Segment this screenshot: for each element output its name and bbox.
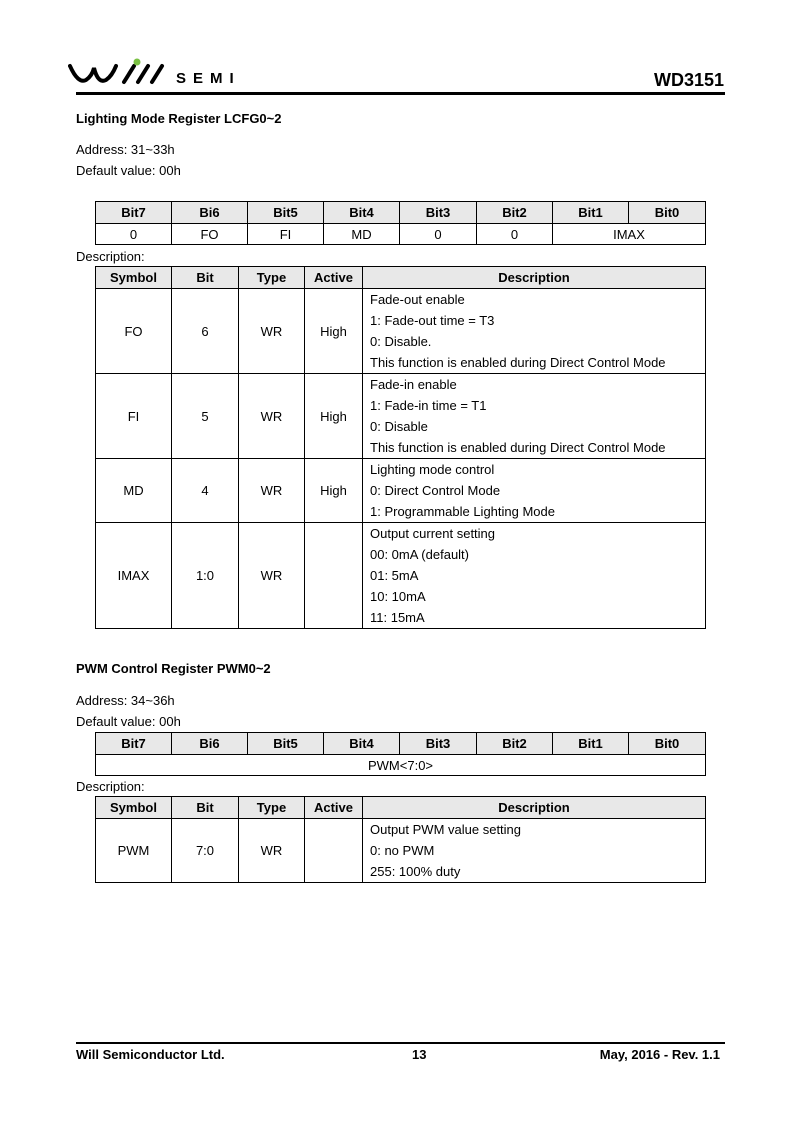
- description-line: 01: 5mA: [370, 568, 419, 583]
- bit-header: Bi6: [172, 733, 248, 755]
- bit-header: Bit1: [553, 202, 629, 224]
- symbol-cell: PWM: [96, 819, 172, 883]
- header-divider: [76, 92, 725, 95]
- type-cell: WR: [239, 459, 305, 523]
- page-header: [0, 0, 800, 100]
- description-line: Lighting mode control: [370, 462, 495, 477]
- description-table-pwm: [95, 796, 706, 883]
- col-header: Active: [305, 267, 363, 289]
- bit-value: 0: [400, 224, 477, 245]
- bit-cell: 6: [172, 289, 239, 374]
- description-line: 10: 10mA: [370, 589, 426, 604]
- bit-header: Bit5: [248, 733, 324, 755]
- address-lcfg: Address: 31~33h: [76, 142, 175, 157]
- description-line: 1: Fade-out time = T3: [370, 313, 495, 328]
- description-cell: [363, 459, 706, 523]
- bit-value: IMAX: [553, 224, 706, 245]
- bit-header: Bit7: [96, 202, 172, 224]
- symbol-cell: FO: [96, 289, 172, 374]
- bit-value: PWM<7:0>: [96, 755, 706, 776]
- description-cell: [363, 819, 706, 883]
- logo-text: SEMI: [176, 70, 241, 87]
- page-number: 13: [412, 1047, 427, 1062]
- description-line: 11: 15mA: [370, 610, 425, 625]
- bit-value: 0: [477, 224, 553, 245]
- table-row: [96, 523, 706, 629]
- col-header: Bit: [172, 797, 239, 819]
- description-line: Fade-in enable: [370, 377, 457, 392]
- part-number: WD3151: [653, 70, 724, 90]
- active-cell: [305, 523, 363, 629]
- description-line: 0: Disable.: [370, 334, 432, 349]
- description-line: This function is enabled during Direct Control Mode: [370, 355, 666, 370]
- symbol-cell: IMAX: [96, 523, 172, 629]
- description-cell: [363, 374, 706, 459]
- col-header: Active: [305, 797, 363, 819]
- description-line: Output PWM value setting: [370, 822, 522, 837]
- bit-header: Bit0: [629, 202, 706, 224]
- type-cell: WR: [239, 819, 305, 883]
- table-row: [96, 374, 706, 459]
- description-line: This function is enabled during Direct Control Mode: [370, 440, 666, 455]
- bit-header: Bi6: [172, 202, 248, 224]
- symbol-cell: MD: [96, 459, 172, 523]
- bit-cell: 7:0: [172, 819, 239, 883]
- bit-value: 0: [96, 224, 172, 245]
- bit-cell: 1:0: [172, 523, 239, 629]
- table-row: [96, 459, 706, 523]
- bit-header: Bit7: [96, 733, 172, 755]
- table-row: [96, 819, 706, 883]
- description-cell: [363, 289, 706, 374]
- col-header: Description: [363, 797, 706, 819]
- description-line: 0: no PWM: [370, 843, 435, 858]
- bit-cell: 5: [172, 374, 239, 459]
- description-line: 255: 100% duty: [370, 864, 461, 879]
- description-label-lcfg: Description:: [76, 249, 145, 264]
- default-value-pwm: Default value: 00h: [76, 714, 181, 729]
- type-cell: WR: [239, 523, 305, 629]
- bit-header: Bit5: [248, 202, 324, 224]
- active-cell: [305, 819, 363, 883]
- default-value-lcfg: Default value: 00h: [76, 163, 181, 178]
- bit-value: MD: [324, 224, 400, 245]
- description-line: 0: Disable: [370, 419, 428, 434]
- bit-header: Bit3: [400, 733, 477, 755]
- symbol-cell: FI: [96, 374, 172, 459]
- bit-header: Bit2: [477, 733, 553, 755]
- bit-header: Bit2: [477, 202, 553, 224]
- description-line: Output current setting: [370, 526, 496, 541]
- address-pwm: Address: 34~36h: [76, 693, 175, 708]
- active-cell: High: [305, 289, 363, 374]
- bit-table-pwm: [95, 732, 706, 776]
- bit-header: Bit4: [324, 733, 400, 755]
- bit-cell: 4: [172, 459, 239, 523]
- bit-table-lcfg: [95, 201, 706, 245]
- description-table-lcfg: [95, 266, 706, 629]
- type-cell: WR: [239, 374, 305, 459]
- active-cell: High: [305, 459, 363, 523]
- description-line: 00: 0mA (default): [370, 547, 469, 562]
- col-header: Symbol: [96, 797, 172, 819]
- bit-value: FI: [248, 224, 324, 245]
- active-cell: High: [305, 374, 363, 459]
- col-header: Type: [239, 267, 305, 289]
- footer-company: Will Semiconductor Ltd.: [76, 1047, 225, 1062]
- type-cell: WR: [239, 289, 305, 374]
- bit-header: Bit4: [324, 202, 400, 224]
- bit-header: Bit3: [400, 202, 477, 224]
- will-logo-icon: [68, 58, 168, 88]
- footer-divider: [76, 1042, 725, 1044]
- col-header: Type: [239, 797, 305, 819]
- description-cell: [363, 523, 706, 629]
- section-title-lcfg: Lighting Mode Register LCFG0~2: [76, 111, 282, 126]
- footer-date-revision: May, 2016 - Rev. 1.1: [599, 1047, 720, 1062]
- col-header: Description: [363, 267, 706, 289]
- bit-header: Bit0: [629, 733, 706, 755]
- col-header: Symbol: [96, 267, 172, 289]
- section-title-pwm: PWM Control Register PWM0~2: [76, 661, 271, 676]
- description-line: 1: Fade-in time = T1: [370, 398, 487, 413]
- bit-header: Bit1: [553, 733, 629, 755]
- description-line: 1: Programmable Lighting Mode: [370, 504, 555, 519]
- description-line: 0: Direct Control Mode: [370, 483, 501, 498]
- table-row: [96, 289, 706, 374]
- col-header: Bit: [172, 267, 239, 289]
- description-line: Fade-out enable: [370, 292, 465, 307]
- bit-value: FO: [172, 224, 248, 245]
- description-label-pwm: Description:: [76, 779, 145, 794]
